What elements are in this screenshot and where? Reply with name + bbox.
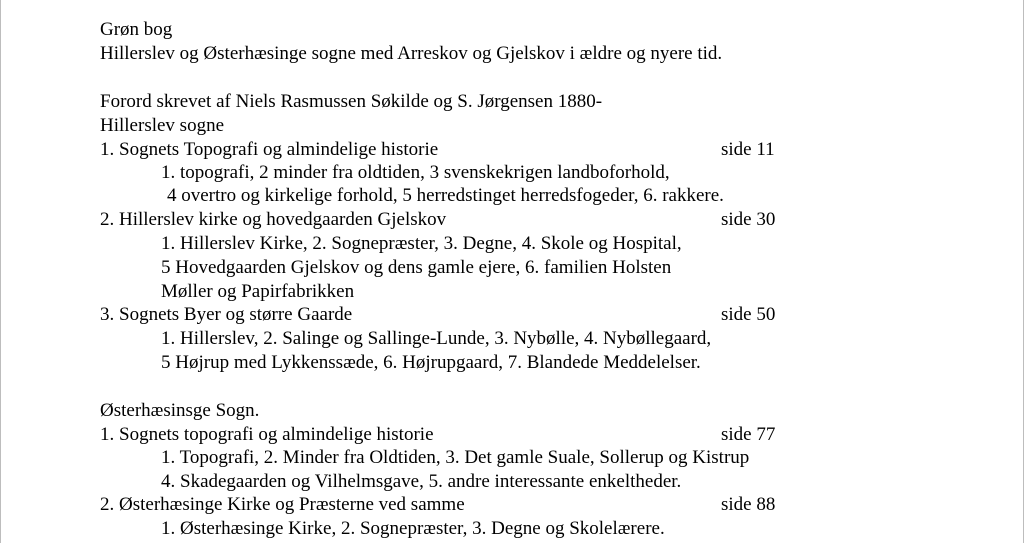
chapter-subline: 1. topografi, 2 minder fra oldtiden, 3 svenskekrigen landboforhold, xyxy=(161,162,670,183)
chapter-subline: Møller og Papirfabrikken xyxy=(161,281,355,302)
chapter-subline: 1. Topografi, 2. Minder fra Oldtiden, 3. Det gamle Suale, Sollerup og Kistrup xyxy=(161,447,750,468)
chapter-subline: 5 Højrup med Lykkenssæde, 6. Højrupgaard, 7. Blandede Meddelelser. xyxy=(161,352,701,373)
chapter-page-ref: side 11 xyxy=(721,139,775,160)
chapter-title: 1. Sognets topografi og almindelige historie xyxy=(100,424,434,445)
chapter-subline: 1. Hillerslev, 2. Salinge og Sallinge-Lunde, 3. Nybølle, 4. Nybøllegaard, xyxy=(161,328,712,349)
chapter-title: 2. Hillerslev kirke og hovedgaarden Gjelskov xyxy=(100,209,447,230)
foreword-line: Forord skrevet af Niels Rasmussen Søkilde og S. Jørgensen 1880- xyxy=(100,91,603,112)
parish1-heading: Hillerslev sogne xyxy=(100,115,225,136)
chapter-title: 3. Sognets Byer og større Gaarde xyxy=(100,304,353,325)
chapter-title: 1. Sognets Topografi og almindelige historie xyxy=(100,139,439,160)
chapter-page-ref: side 50 xyxy=(721,304,776,325)
chapter-subline: 4. Skadegaarden og Vilhelmsgave, 5. andre interessante enkeltheder. xyxy=(161,471,682,492)
document-title: Grøn bog xyxy=(100,19,173,40)
chapter-page-ref: side 30 xyxy=(721,209,776,230)
chapter-subline: 5 Hovedgaarden Gjelskov og dens gamle ejere, 6. familien Holsten xyxy=(161,257,672,278)
chapter-page-ref: side 77 xyxy=(721,424,776,445)
chapter-title: 2. Østerhæsinge Kirke og Præsterne ved samme xyxy=(100,494,465,515)
document-subtitle: Hillerslev og Østerhæsinge sogne med Arreskov og Gjelskov i ældre og nyere tid. xyxy=(100,43,723,64)
chapter-page-ref: side 88 xyxy=(721,494,776,515)
chapter-subline: 4 overtro og kirkelige forhold, 5 herredstinget herredsfogeder, 6. rakkere. xyxy=(167,185,724,206)
parish2-heading: Østerhæsinsge Sogn. xyxy=(100,400,260,421)
chapter-subline: 1. Hillerslev Kirke, 2. Sognepræster, 3. Degne, 4. Skole og Hospital, xyxy=(161,233,682,254)
chapter-subline: 1. Østerhæsinge Kirke, 2. Sognepræster, 3. Degne og Skolelærere. xyxy=(161,518,665,539)
